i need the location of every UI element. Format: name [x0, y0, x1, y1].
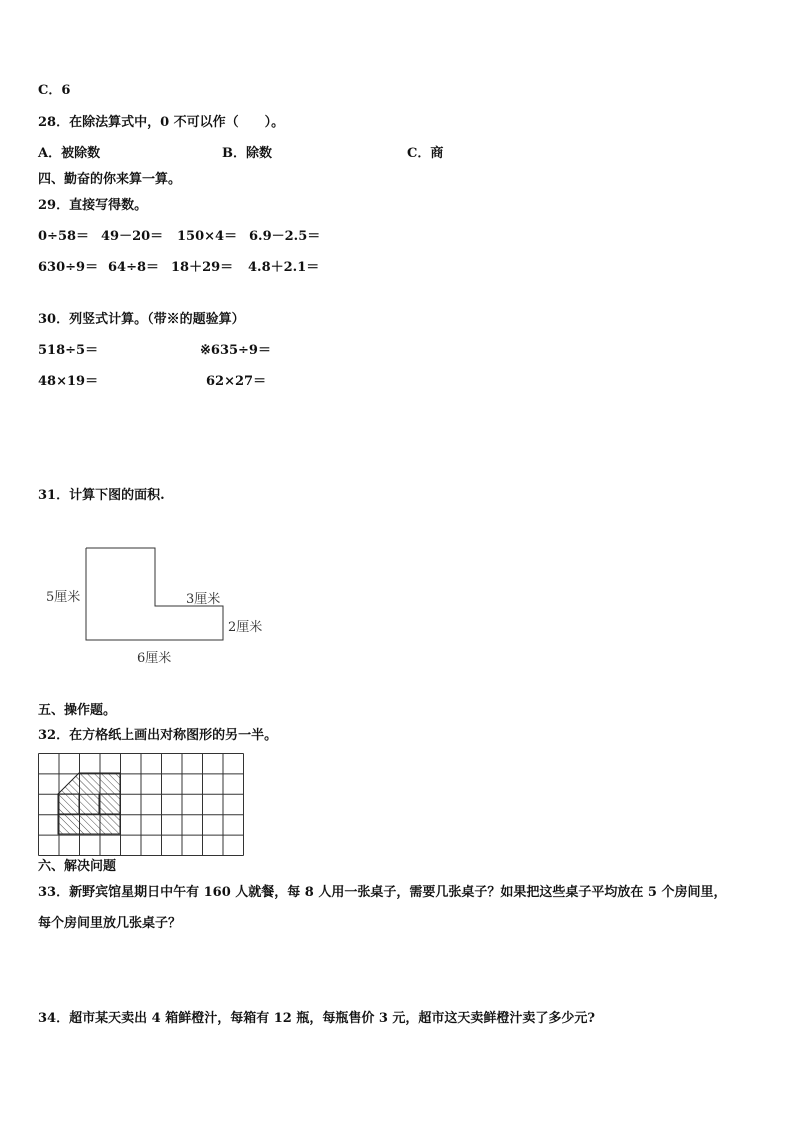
q28-option-a: A．被除数	[38, 146, 101, 161]
shaded-shape-bottom	[58, 814, 120, 834]
q29-item: 0÷58＝	[38, 229, 90, 244]
section-4-heading: 四、勤奋的你来算一算。	[38, 172, 182, 187]
label-5cm: 5厘米	[46, 590, 81, 605]
question-30: 30．列竖式计算。（带※的题验算）	[38, 312, 245, 327]
question-33-line1: 33．新野宾馆星期日中午有 160 人就餐，每 8 人用一张桌子，需要几张桌子？如果把这些桌子平均放在 5 个房间里，	[38, 885, 727, 900]
q29-item: 150×4＝	[177, 229, 238, 244]
q29-item: 18＋29＝	[171, 260, 234, 275]
label-3cm: 3厘米	[186, 592, 221, 607]
q29-item: 630÷9＝	[38, 260, 99, 275]
question-28: 28．在除法算式中，0 不可以作（ ）。	[38, 115, 285, 130]
section-5-heading: 五、操作题。	[38, 703, 117, 718]
q28-option-c: C．商	[407, 146, 444, 161]
label-2cm: 2厘米	[228, 620, 263, 635]
q29-item: 6.9－2.5＝	[249, 229, 321, 244]
option-c-6: C．6	[38, 83, 71, 98]
question-33-line2: 每个房间里放几张桌子？	[38, 916, 182, 931]
section-6-heading: 六、解决问题	[38, 859, 117, 874]
q30-item: 62×27＝	[206, 374, 267, 389]
q30-item: 518÷5＝	[38, 343, 99, 358]
question-29: 29．直接写得数。	[38, 198, 148, 213]
q29-item: 49－20＝	[101, 229, 164, 244]
shaded-shape-right	[99, 794, 120, 814]
q30-item: 48×19＝	[38, 374, 99, 389]
label-6cm: 6厘米	[137, 651, 172, 666]
q30-item: ※635÷9＝	[200, 343, 271, 358]
question-34: 34．超市某天卖出 4 箱鲜橙汁，每箱有 12 瓶，每瓶售价 3 元，超市这天卖鲜橙汁卖了多少元?	[38, 1011, 596, 1026]
q29-item: 4.8＋2.1＝	[248, 260, 320, 275]
q29-item: 64÷8＝	[108, 260, 160, 275]
l-shape-figure	[40, 540, 280, 675]
question-32: 32．在方格纸上画出对称图形的另一半。	[38, 728, 278, 743]
shaded-shape-left	[58, 794, 79, 814]
symmetry-grid	[38, 753, 244, 856]
question-31: 31．计算下图的面积.	[38, 488, 165, 503]
q28-option-b: B．除数	[222, 146, 272, 161]
